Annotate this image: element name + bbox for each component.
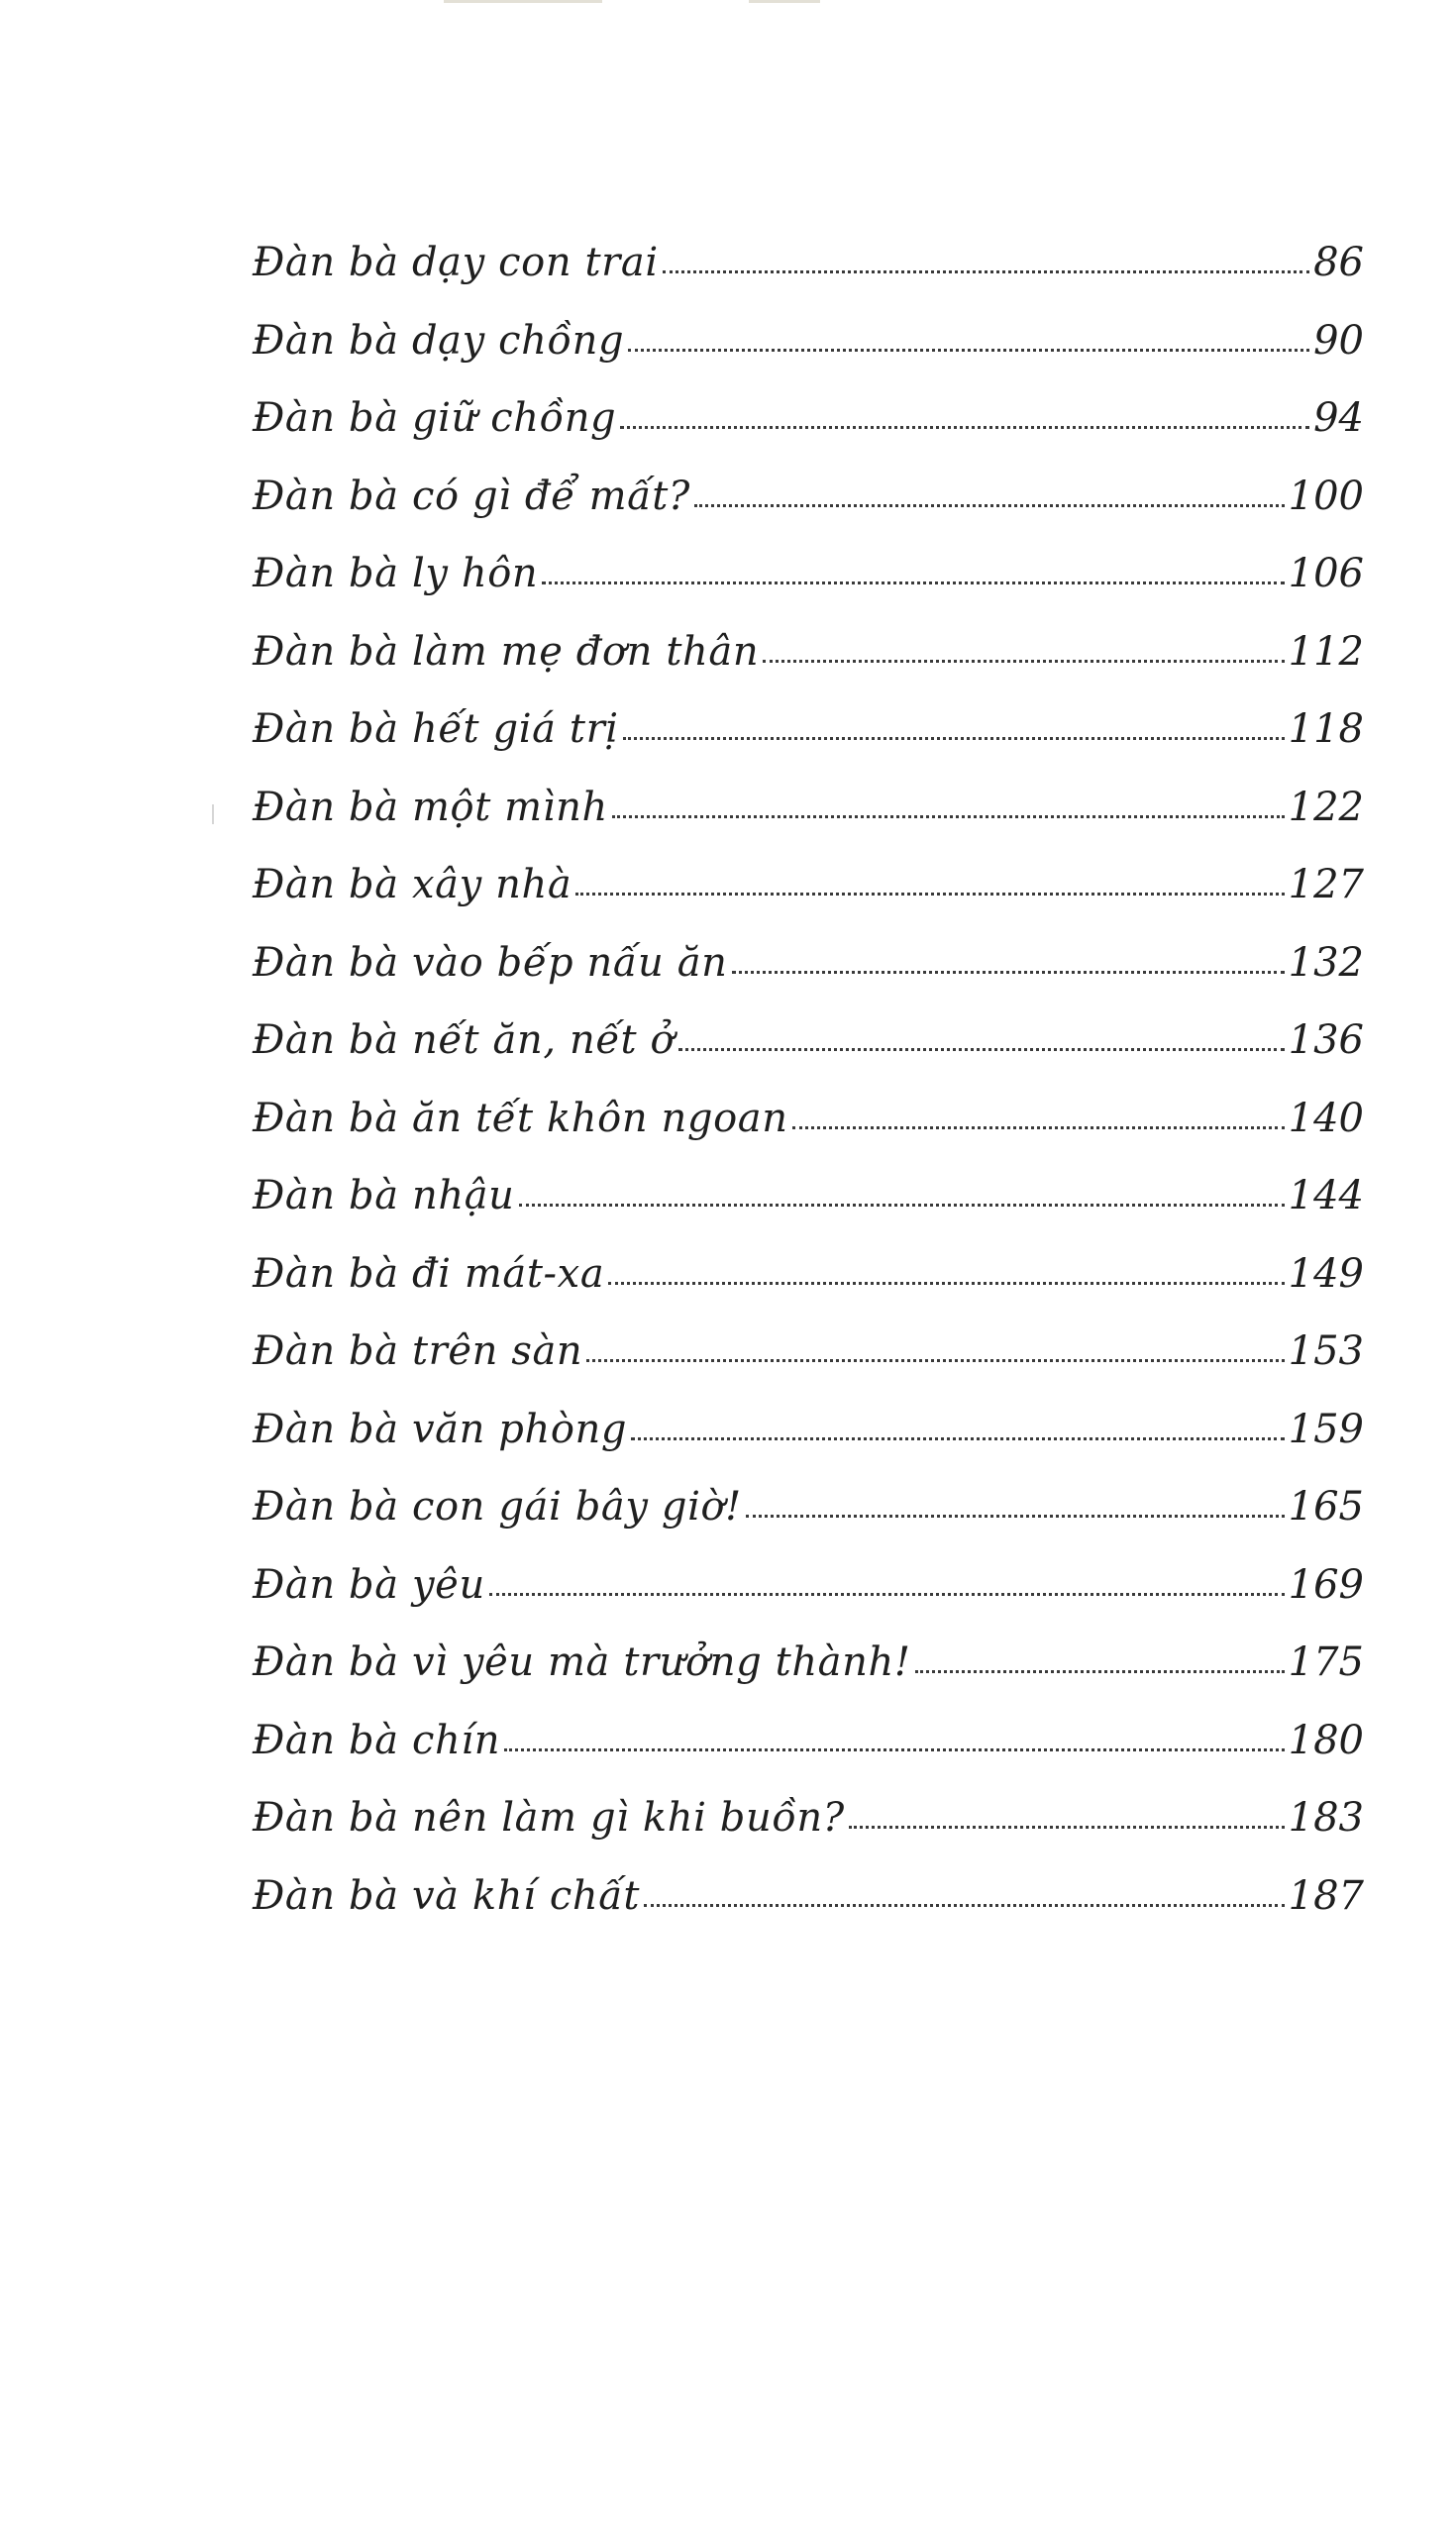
toc-entry-title: Đàn bà con gái bây giờ!: [253, 1484, 742, 1530]
dot-leader: [628, 349, 1309, 352]
toc-entry-page-number: 136: [1288, 1017, 1364, 1063]
toc-entry-title: Đàn bà dạy con trai: [253, 240, 659, 285]
toc-entry: [253, 1173, 1364, 1254]
toc-entry: [253, 862, 1364, 943]
toc-entry: [253, 1639, 1364, 1721]
dot-leader: [663, 270, 1309, 273]
toc-entry-title: Đàn bà ly hôn: [253, 551, 539, 596]
toc-entry-title: Đàn bà ăn tết khôn ngoan: [253, 1095, 788, 1141]
toc-entry: [253, 317, 1364, 399]
toc-entry: [253, 1406, 1364, 1488]
dot-leader: [489, 1593, 1285, 1596]
toc-entry: [253, 1017, 1364, 1099]
toc-entry-title: Đàn bà hết giá trị: [253, 706, 619, 752]
toc-entry-page-number: 94: [1313, 395, 1364, 441]
dot-leader: [792, 1126, 1285, 1129]
toc-entry: [253, 1250, 1364, 1332]
toc-entry-title: Đàn bà nhậu: [253, 1173, 515, 1218]
toc-entry-title: Đàn bà trên sàn: [253, 1328, 583, 1374]
toc-entry-page-number: 149: [1288, 1250, 1364, 1297]
top-edge-mark: [749, 0, 820, 3]
toc-entry-title: Đàn bà nết ăn, nết ở: [253, 1017, 676, 1063]
toc-entry-page-number: 159: [1288, 1406, 1364, 1452]
toc-entry-page-number: 140: [1288, 1095, 1364, 1141]
toc-entry-title: Đàn bà xây nhà: [253, 862, 572, 907]
toc-entry: [253, 551, 1364, 632]
toc-entry: [253, 1561, 1364, 1643]
toc-entry-page-number: 86: [1313, 240, 1364, 285]
toc-entry-page-number: 183: [1288, 1795, 1364, 1841]
toc-entry-title: Đàn bà chín: [253, 1717, 501, 1763]
table-of-contents: [253, 240, 1364, 1954]
toc-entry-title: Đàn bà nên làm gì khi buồn?: [253, 1795, 845, 1841]
toc-entry: [253, 473, 1364, 555]
toc-entry-title: Đàn bà dạy chồng: [253, 317, 625, 364]
toc-entry-page-number: 122: [1288, 784, 1364, 830]
dot-leader: [849, 1826, 1285, 1829]
toc-entry: [253, 628, 1364, 710]
dot-leader: [519, 1204, 1285, 1207]
toc-entry: [253, 1484, 1364, 1565]
toc-entry-page-number: 165: [1288, 1484, 1364, 1530]
toc-entry-page-number: 169: [1288, 1561, 1364, 1608]
dot-leader: [678, 1048, 1284, 1051]
toc-entry: [253, 939, 1364, 1021]
dot-leader: [694, 504, 1285, 507]
toc-entry-title: Đàn bà một mình: [253, 784, 608, 830]
toc-entry-page-number: 153: [1288, 1328, 1364, 1374]
toc-entry-page-number: 127: [1288, 862, 1364, 907]
toc-entry-page-number: 118: [1288, 706, 1364, 752]
toc-entry-title: Đàn bà yêu: [253, 1561, 485, 1608]
dot-leader: [612, 815, 1285, 818]
toc-entry: [253, 1795, 1364, 1876]
dot-leader: [644, 1904, 1285, 1907]
toc-entry: [253, 706, 1364, 788]
toc-entry-page-number: 144: [1288, 1173, 1364, 1218]
toc-entry-title: Đàn bà đi mát-xa: [253, 1250, 605, 1297]
toc-entry-title: Đàn bà giữ chồng: [253, 395, 617, 441]
dot-leader: [608, 1282, 1284, 1285]
margin-mark: [212, 804, 214, 824]
toc-entry-page-number: 187: [1288, 1872, 1364, 1919]
toc-entry-page-number: 180: [1288, 1717, 1364, 1763]
toc-entry-title: Đàn bà và khí chất: [253, 1872, 640, 1919]
toc-entry-title: Đàn bà có gì để mất?: [253, 473, 690, 519]
toc-entry-page-number: 175: [1288, 1639, 1364, 1685]
dot-leader: [542, 581, 1284, 584]
toc-entry-page-number: 132: [1288, 939, 1364, 986]
dot-leader: [586, 1359, 1284, 1362]
dot-leader: [623, 737, 1285, 740]
toc-entry: [253, 240, 1364, 321]
dot-leader: [620, 426, 1309, 429]
toc-entry-page-number: 90: [1313, 317, 1364, 364]
toc-entry: [253, 1095, 1364, 1177]
toc-entry-title: Đàn bà làm mẹ đơn thân: [253, 628, 760, 675]
top-edge-mark: [444, 0, 602, 3]
dot-leader: [575, 893, 1284, 896]
dot-leader: [732, 971, 1285, 974]
toc-entry: [253, 395, 1364, 476]
dot-leader: [504, 1748, 1285, 1751]
dot-leader: [746, 1515, 1285, 1518]
toc-entry: [253, 784, 1364, 866]
dot-leader: [915, 1670, 1285, 1673]
dot-leader: [631, 1437, 1285, 1440]
toc-entry: [253, 1717, 1364, 1799]
toc-entry-page-number: 100: [1288, 473, 1364, 519]
toc-entry-title: Đàn bà văn phòng: [253, 1406, 628, 1452]
toc-entry-title: Đàn bà vì yêu mà trưởng thành!: [253, 1639, 911, 1685]
toc-entry-page-number: 112: [1288, 628, 1364, 675]
toc-entry-title: Đàn bà vào bếp nấu ăn: [253, 939, 728, 986]
toc-entry: [253, 1872, 1364, 1955]
toc-entry: [253, 1328, 1364, 1410]
toc-entry-page-number: 106: [1288, 551, 1364, 596]
dot-leader: [763, 660, 1284, 663]
